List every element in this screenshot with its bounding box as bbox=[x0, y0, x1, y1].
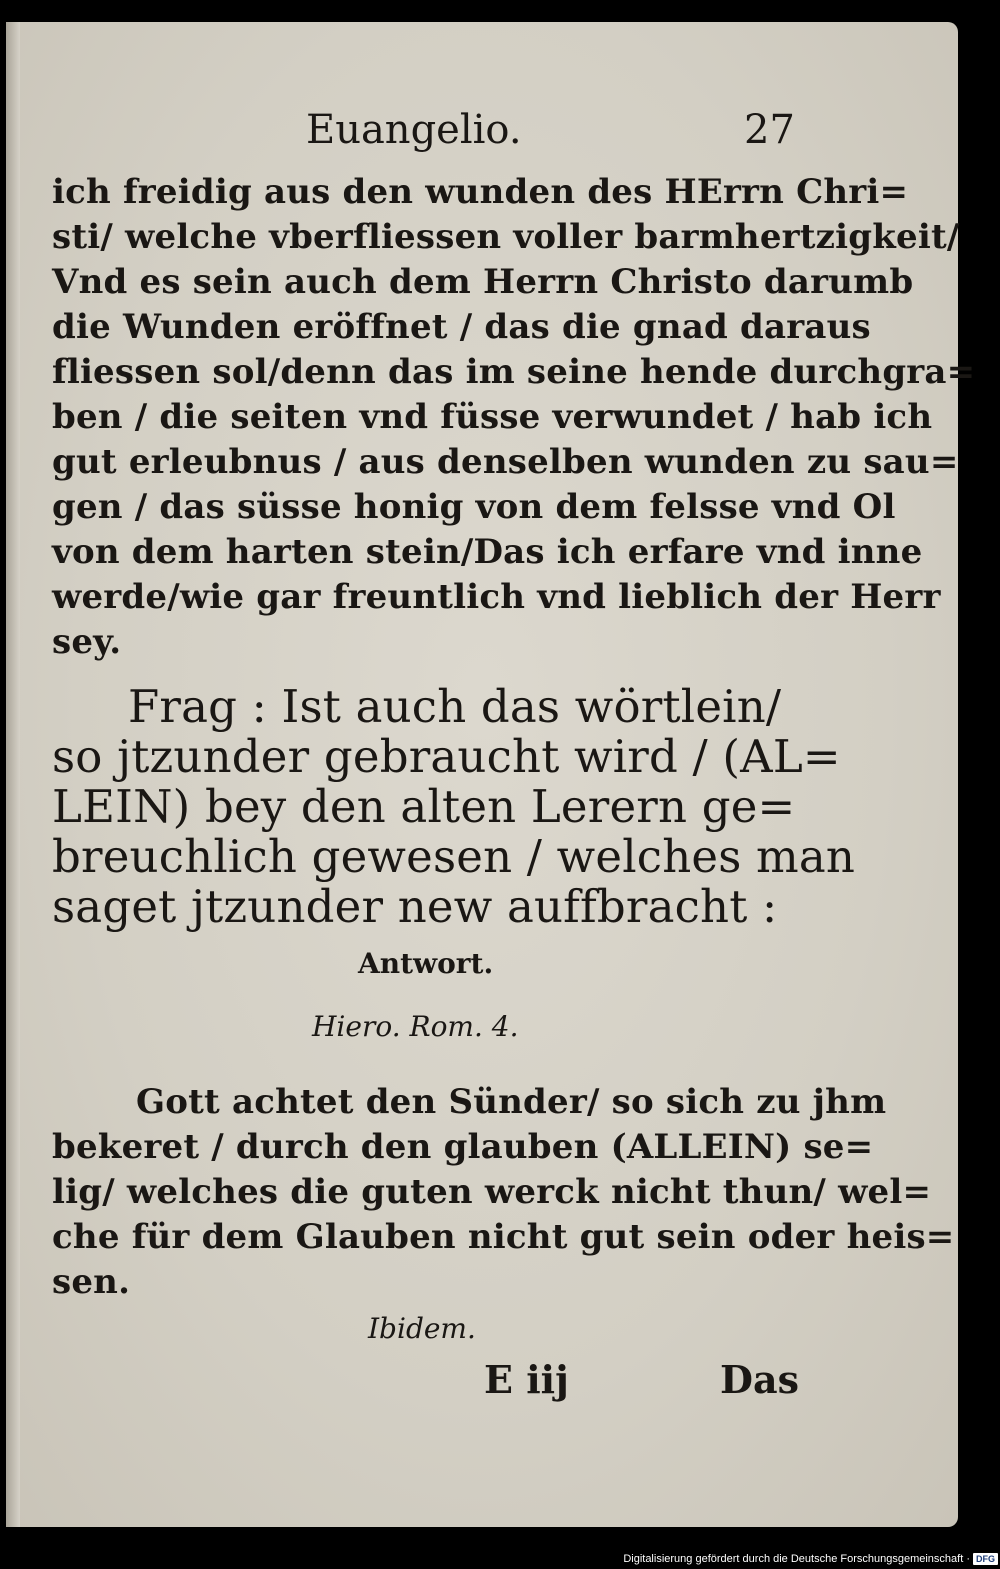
answer-heading: Antwort. bbox=[358, 947, 494, 980]
credit-text: Digitalisierung gefördert durch die Deutsche Forschungsgemeinschaft · bbox=[623, 1553, 970, 1565]
text-line: die Wunden eröffnet / das die gnad daraus bbox=[52, 307, 871, 347]
text-line: ben / die seiten vnd füsse verwundet / hab ich bbox=[52, 397, 933, 437]
text-line: Vnd es sein auch dem Herrn Christo darumb bbox=[52, 262, 914, 302]
text-line: che für dem Glauben nicht gut sein oder heis= bbox=[52, 1217, 955, 1257]
text-line: lig/ welches die guten werck nicht thun/ wel= bbox=[52, 1172, 932, 1212]
running-head: Euangelio. bbox=[306, 107, 522, 153]
page-number: 27 bbox=[744, 107, 795, 153]
citation: Ibidem. bbox=[368, 1312, 476, 1345]
question-line: LEIN) bey den alten Lerern ge= bbox=[52, 780, 796, 833]
dfg-logo-icon: DFG bbox=[973, 1553, 998, 1565]
text-line: Gott achtet den Sünder/ so sich zu jhm bbox=[136, 1082, 887, 1122]
question-line: saget jtzunder new auffbracht : bbox=[52, 880, 778, 933]
text-line: sey. bbox=[52, 622, 122, 662]
signature-mark: E iij bbox=[484, 1357, 569, 1402]
text-line: sti/ welche vberfliessen voller barmhertzigkeit/ bbox=[52, 217, 960, 257]
text-line: gut erleubnus / aus denselben wunden zu sau= bbox=[52, 442, 959, 482]
text-line: fliessen sol/denn das im seine hende durchgra= bbox=[52, 352, 976, 392]
page-edge-shadow bbox=[6, 22, 20, 1527]
text-line: gen / das süsse honig von dem felsse vnd Ol bbox=[52, 487, 896, 527]
question-line: breuchlich gewesen / welches man bbox=[52, 830, 856, 883]
text-line: bekeret / durch den glauben (ALLEIN) se= bbox=[52, 1127, 874, 1167]
question-line: so jtzunder gebraucht wird / (AL= bbox=[52, 730, 841, 783]
catchword: Das bbox=[720, 1357, 799, 1402]
text-line: sen. bbox=[52, 1262, 131, 1302]
question-line: Frag : Ist auch das wörtlein/ bbox=[128, 680, 782, 733]
credit-line bbox=[623, 1551, 998, 1567]
citation: Hiero. Rom. 4. bbox=[312, 1010, 519, 1043]
book-page bbox=[6, 22, 976, 1527]
text-line: werde/wie gar freuntlich vnd lieblich der Herr bbox=[52, 577, 941, 617]
text-line: ich freidig aus den wunden des HErrn Chri= bbox=[52, 172, 909, 212]
text-line: von dem harten stein/Das ich erfare vnd inne bbox=[52, 532, 923, 572]
